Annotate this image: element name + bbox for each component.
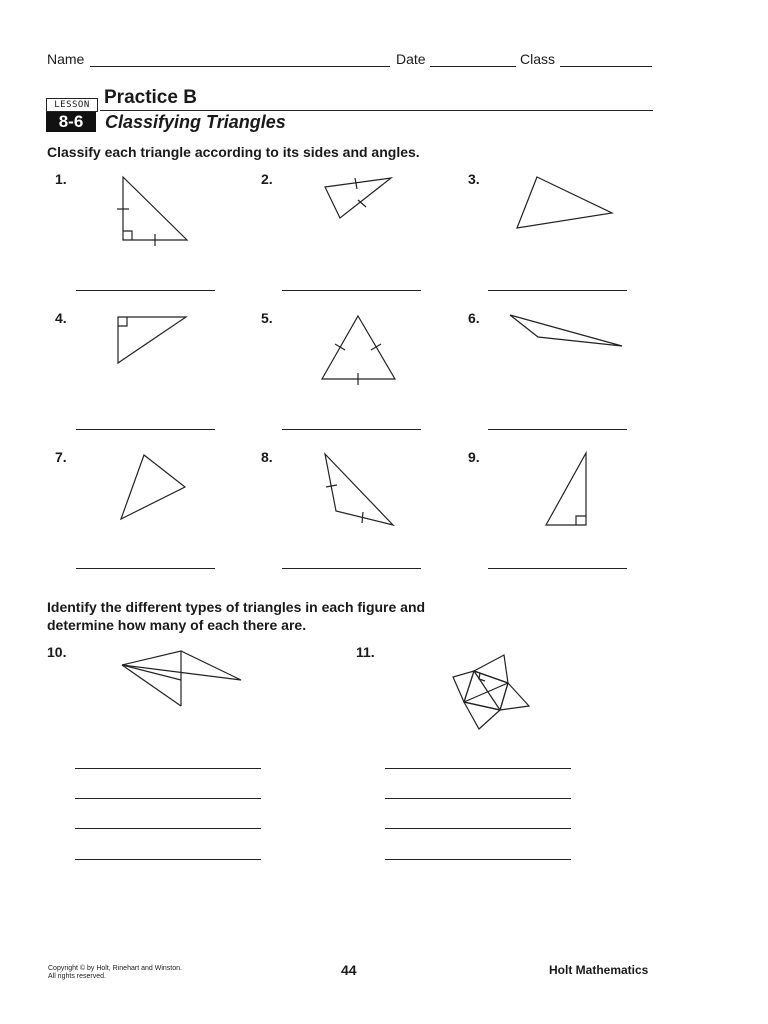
triangle-9 [546, 453, 586, 525]
figure-11 [453, 655, 529, 729]
figure-10 [122, 651, 241, 706]
section2-instruction-line1: Identify the different types of triangles in each figure and [47, 599, 426, 615]
section2-instruction-line2: determine how many of each there are. [47, 617, 307, 633]
copyright-line1: Copyright © by Holt, Rinehart and Winston. [48, 965, 182, 972]
triangle-1 [117, 177, 187, 246]
triangle-8 [325, 454, 393, 525]
problem-number-4: 4. [55, 310, 67, 326]
answer-line-11c[interactable] [385, 828, 571, 829]
problem-number-3: 3. [468, 171, 480, 187]
problem-number-11: 11. [356, 644, 375, 660]
class-label: Class [520, 51, 556, 67]
section1-instruction: Classify each triangle according to its sides and angles. [47, 144, 420, 160]
problem-number-7: 7. [55, 449, 67, 465]
name-label: Name [47, 51, 85, 67]
answer-line-11b[interactable] [385, 798, 571, 799]
triangle-2 [325, 178, 391, 218]
triangle-3 [517, 177, 612, 228]
lesson-number: 8-6 [46, 112, 96, 132]
publisher-brand: Holt Mathematics [549, 963, 649, 977]
copyright-line2: All rights reserved. [48, 973, 106, 980]
problem-number-5: 5. [261, 310, 273, 326]
problem-number-10: 10. [47, 644, 67, 660]
date-label: Date [396, 51, 426, 67]
problem-number-8: 8. [261, 449, 273, 465]
answer-line-11a[interactable] [385, 768, 571, 769]
answer-line-10b[interactable] [75, 798, 261, 799]
triangle-6 [510, 315, 622, 346]
page-number: 44 [341, 962, 357, 978]
triangle-4 [118, 317, 186, 363]
lesson-tag: LESSON [46, 98, 98, 112]
practice-title: Practice B [104, 87, 197, 108]
problem-number-1: 1. [55, 171, 67, 187]
copyright [48, 965, 182, 981]
lesson-subtitle: Classifying Triangles [105, 112, 286, 132]
answer-line-10c[interactable] [75, 828, 261, 829]
answer-line-11d[interactable] [385, 859, 571, 860]
answer-line-10a[interactable] [75, 768, 261, 769]
problem-number-9: 9. [468, 449, 480, 465]
problem-number-2: 2. [261, 171, 273, 187]
triangle-7 [121, 455, 185, 519]
answer-line-10d[interactable] [75, 859, 261, 860]
problem-number-6: 6. [468, 310, 480, 326]
triangle-5 [322, 316, 395, 385]
